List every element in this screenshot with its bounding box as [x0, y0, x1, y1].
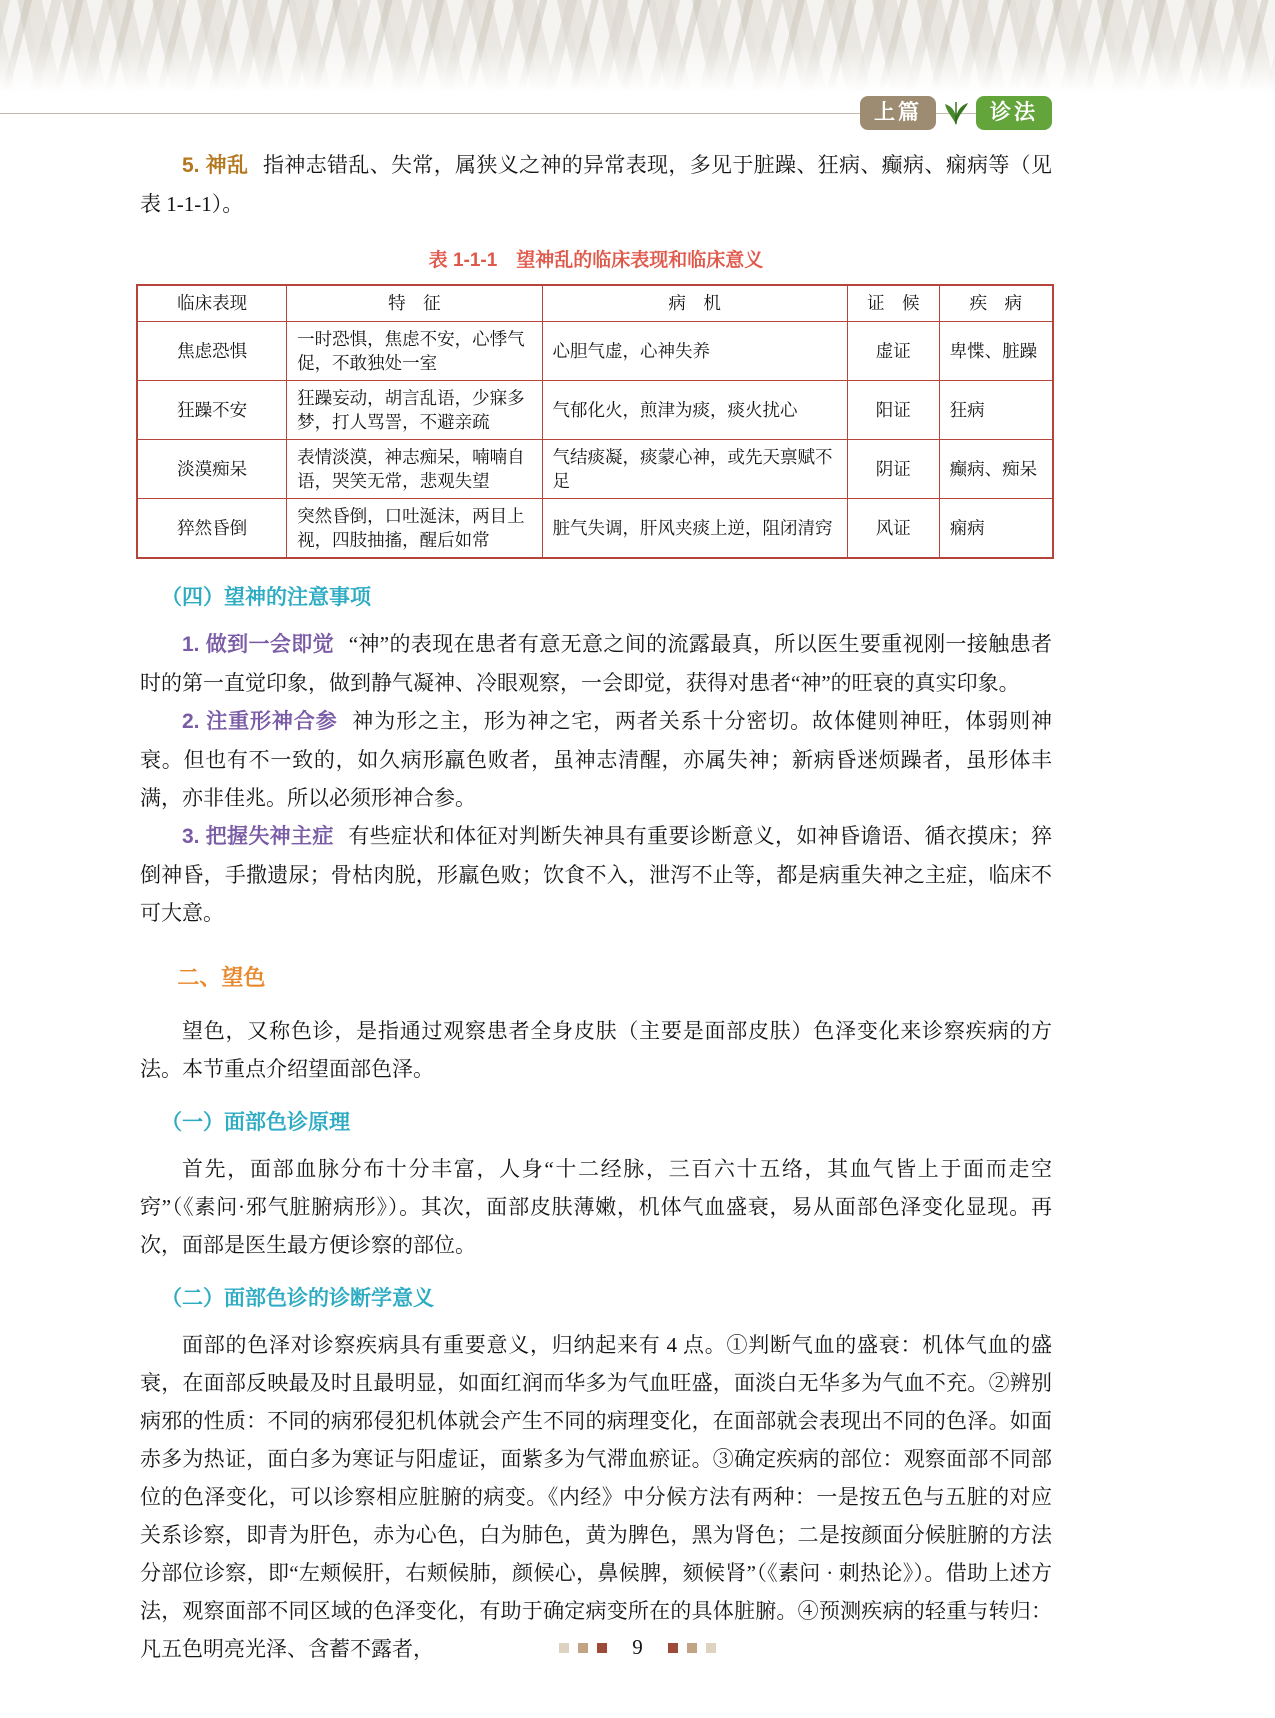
note-item-text: 有些症状和体征对判断失神具有重要诊断意义，如神昏谵语、循衣摸床；猝倒神昏，手撒遗尿；骨枯肉脱，形羸色败；饮食不入，泄泻不止等，都是病重失神之主症，临床不可大意。	[140, 823, 1053, 925]
table-cell: 气郁化火，煎津为痰，痰火扰心	[542, 380, 847, 439]
table-header-cell: 疾 病	[939, 285, 1053, 321]
table-cell: 气结痰凝，痰蒙心神，或先天禀赋不足	[542, 439, 847, 498]
table-row	[137, 380, 1053, 439]
footer-marker	[706, 1643, 716, 1653]
significance-paragraph: 面部的色泽对诊察疾病具有重要意义，归纳起来有 4 点。①判断气血的盛衰：机体气血的盛衰，在面部反映最及时且最明显，如面红润而华多为气血旺盛，面淡白无华多为气血不充。②辨别病邪的性质：不同的病邪侵犯机体就会产生不同的病理变化，在面部就会表现出不同的色泽。如面赤多为热证，面白多为寒证与阳虚证，面紫多为气滞血瘀证。③确定疾病的部位：观察面部不同部位的色泽变化，可以诊察相应脏腑的病变。《内经》中分候方法有两种：一是按五色与五脏的对应关系诊察，即青为肝色，赤为心色，白为肺色，黄为脾色，黑为肾色；二是按颜面分候脏腑的方法分部位诊察，即“左颊候肝，右颊候肺，颜候心，鼻候脾，颏候肾”（《素问 · 刺热论》）。借助上述方法，观察面部不同区域的色泽变化，有助于确定病变所在的具体脏腑。④预测疾病的轻重与转归：凡五色明亮光泽、含蓄不露者，	[140, 1332, 1052, 1661]
note-item	[140, 702, 1052, 817]
table-row	[137, 321, 1053, 380]
wangse-heading: 二、望色	[177, 964, 266, 990]
sub-heading-principle: （一）面部色诊原理	[161, 1110, 350, 1134]
intro-paragraph	[140, 146, 1052, 223]
table-cell: 突然昏倒，口吐涎沫，两目上视，四肢抽搐，醒后如常	[287, 498, 542, 558]
note-item-label: 3. 把握失神主症	[182, 824, 334, 848]
intro-label: 5. 神乱	[182, 154, 249, 177]
table-cell: 狂病	[939, 380, 1053, 439]
table-cell: 卑惵、脏躁	[939, 321, 1053, 380]
page-content	[140, 146, 1052, 1668]
table-row	[137, 498, 1053, 558]
note-item	[140, 817, 1052, 932]
table-title: 表 1-1-1 望神乱的临床表现和临床意义	[428, 250, 764, 271]
footer-marker	[597, 1643, 607, 1653]
section-badge: 诊法	[976, 96, 1052, 130]
table-header-cell: 病 机	[542, 285, 847, 321]
note-item	[140, 625, 1052, 702]
intro-text: 指神志错乱、失常，属狭义之神的异常表现，多见于脏躁、狂病、癫病、痫病等（见表 1-1-1）。	[140, 153, 1053, 216]
clinical-table	[136, 284, 1054, 559]
table-cell: 风证	[847, 498, 939, 558]
table-row	[137, 439, 1053, 498]
table-cell: 痫病	[939, 498, 1053, 558]
page-footer	[0, 1635, 1275, 1660]
table-cell: 表情淡漠，神志痴呆，喃喃自语，哭笑无常，悲观失望	[287, 439, 542, 498]
wangse-intro-paragraph: 望色，又称色诊，是指通过观察患者全身皮肤（主要是面部皮肤）色泽变化来诊察疾病的方法。本节重点介绍望面部色泽。	[140, 1018, 1052, 1081]
table-header-cell: 特 征	[287, 285, 542, 321]
table-cell: 猝然昏倒	[137, 498, 287, 558]
table-header-cell: 证 候	[847, 285, 939, 321]
sub-heading-significance: （二）面部色诊的诊断学意义	[161, 1286, 434, 1310]
table-header-cell: 临床表现	[137, 285, 287, 321]
table-cell: 癫病、痴呆	[939, 439, 1053, 498]
table-cell: 狂躁妄动，胡言乱语，少寐多梦，打人骂詈，不避亲疏	[287, 380, 542, 439]
table-header-row	[137, 285, 1053, 321]
table-cell: 狂躁不安	[137, 380, 287, 439]
note-item-text: 神为形之主，形为神之宅，两者关系十分密切。故体健则神旺，体弱则神衰。但也有不一致的，如久病形羸色败者，虽神志清醒，亦属失神；新病昏迷烦躁者，虽形体丰满，亦非佳兆。所以必须形神合参。	[140, 708, 1052, 810]
table-cell: 阴证	[847, 439, 939, 498]
table-cell: 心胆气虚，心神失养	[542, 321, 847, 380]
header-rule	[0, 101, 1052, 124]
table-cell: 阳证	[847, 380, 939, 439]
principle-paragraph: 首先，面部血脉分布十分丰富，人身“十二经脉，三百六十五络，其血气皆上于面而走空窍”（《素问·邪气脏腑病形》）。其次，面部皮肤薄嫩，机体气血盛衰，易从面部色泽变化显现。再次，面部是医生最方便诊察的部位。	[140, 1156, 1052, 1257]
table-cell: 脏气失调，肝风夹痰上逆，阻闭清窍	[542, 498, 847, 558]
table-cell: 焦虑恐惧	[137, 321, 287, 380]
footer-marker	[668, 1643, 678, 1653]
note-item-label: 2. 注重形神合参	[182, 709, 338, 733]
table-cell: 虚证	[847, 321, 939, 380]
table-cell: 淡漠痴呆	[137, 439, 287, 498]
table-cell: 一时恐惧，焦虑不安，心悸气促，不敢独处一室	[287, 321, 542, 380]
leaf-icon	[942, 99, 970, 127]
note-item-text: “神”的表现在患者有意无意之间的流露最真，所以医生要重视刚一接触患者时的第一直觉印象，做到静气凝神、冷眼观察，一会即觉，获得对患者“神”的旺衰的真实印象。	[140, 631, 1052, 695]
footer-marker	[559, 1643, 569, 1653]
header-texture	[0, 0, 1275, 92]
part-badge: 上篇	[860, 96, 936, 130]
note-item-label: 1. 做到一会即觉	[182, 632, 335, 656]
footer-marker	[578, 1643, 588, 1653]
notes-heading: （四）望神的注意事项	[161, 585, 371, 609]
page-number: 9	[632, 1635, 643, 1659]
footer-marker	[687, 1643, 697, 1653]
header-badges	[860, 96, 1052, 130]
